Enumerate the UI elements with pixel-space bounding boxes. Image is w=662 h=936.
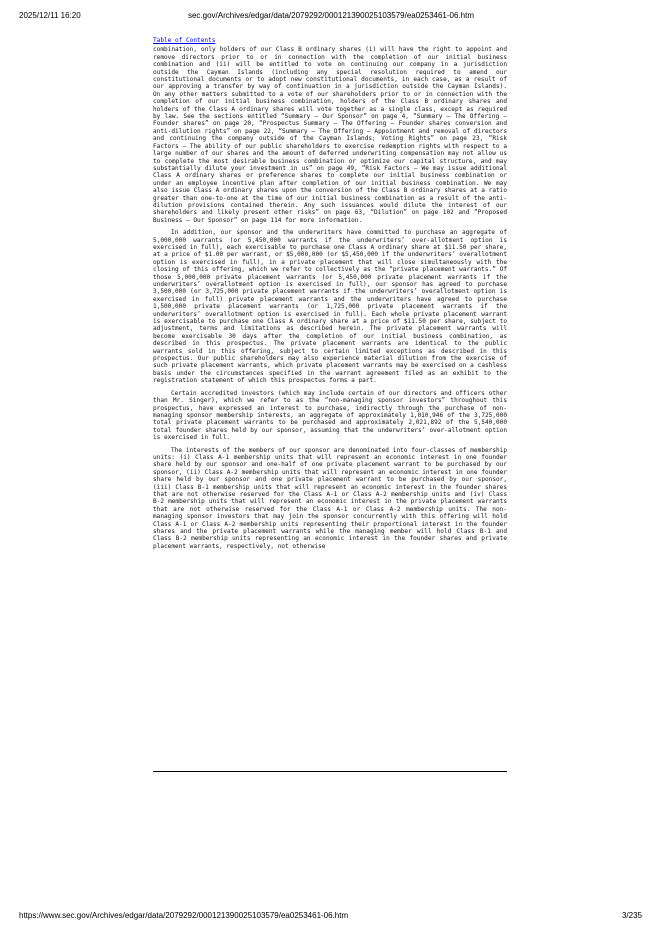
paragraph-private-placement-warrants: In addition, our sponsor and the underwriters have committed to purchase an aggregate of 5,000,000 warrants (or 5,450,000 warrants if the underwriters’ over-allotment option is exercised in full), each exercisable to purchase one Class A ordinary share at $11.50 per share, at a price of $1.00 per warrant, or $5,000,000 (or $5,450,000 if the underwriters’ overallotment option is exercised in full), in a private placement that will close simultaneously with the closing of this offering, which we refer to collectively as the “private placement warrants.” Of those 5,000,000 private placement warrants (or 5,450,000 private placement warrants if the underwriters’ overallotment option is exercised in full), our sponsor has agreed to purchase 3,500,000 (or 3,725,000 private placement warrants if the underwriters’ overallotment option is exercised in full) private placement warrants and the underwriters have agreed to purchase 1,500,000 private placement warrants (or 1,725,000 private placement warrants if the underwriters’ overallotment option is exercised in full). Each whole private placement warrant is exercisable to purchase one Class A ordinary share at a price of $11.50 per share, subject to adjustment, terms and limitations as described herein. The private placement warrants will become exercisable 30 days after the completion of our initial business combination, as described in this prospectus. The private placement warrants are identical to the public warrants sold in this offering, subject to certain limited exceptions as described in this prospectus. Our public shareholders may also experience material dilution from the exercise of such private placement warrants, which private placement warrants may be exercised on a cashless basis under the circumstances specified in the warrant agreement filed as an exhibit to the registration statement of which this prospectus forms a part. <box>153 229 507 385</box>
print-datetime: 2025/12/11 16:20 <box>19 11 81 20</box>
page-break-rule <box>153 771 507 772</box>
paragraph-class-b-voting: combination, only holders of our Class B ordinary shares (i) will have the right to appoint and remove directors prior to or in connection with the completion of our initial business combination and (ii) will be entitled to vote on continuing our company in a jurisdiction outside the Cayman Islands (including any special resolution required to amend our constitutional documents or to adopt new constitutional documents, in each case, as a result of our approving a transfer by way of continuation in a jurisdiction outside the Cayman Islands). On any other matters submitted to a vote of our shareholders prior to or in connection with the completion of our initial business combination, holders of the Class B ordinary shares and holders of the Class A ordinary shares will vote together as a single class, except as required by law. See the sections entitled “Summary — Our Sponsor” on page 4, “Summary — The Offering — Founder shares” on page 20, “Prospectus Summary — The Offering — Founder shares conversion and anti-dilution rights” on page 22, “Summary — The Offering — Appointment and removal of directors and continuing the company outside of the Cayman Islands; Voting Rights” on page 23, “Risk Factors — The ability of our public shareholders to exercise redemption rights with respect to a large number of our shares and the amount of deferred underwriting compensation may not allow us to complete the most desirable business combination or optimize our capital structure, and may substantially dilute your investment in us” on page 49, “Risk Factors — We may issue additional Class A ordinary shares or preference shares to complete our initial business combination or under an employee incentive plan after completion of our initial business combination. We may also issue Class A ordinary shares upon the conversion of the Class B ordinary shares at a ratio greater than one-to-one at the time of our initial business combination as a result of the anti-dilution provisions contained therein. Any such issuances would dilute the interest of our shareholders and likely present other risks” on page 63, “Dilution” on page 102 and “Proposed Business — Our Sponsor” on page 114 for more information. <box>153 46 507 224</box>
table-of-contents-link[interactable]: Table of Contents <box>153 37 216 44</box>
document-body <box>153 37 507 555</box>
paragraph-non-managing-sponsor-investors: Certain accredited investors (which may include certain of our directors and officers other than Mr. Singer), which we refer to as the “non-managing sponsor investors” throughout this prospectus, have expressed an interest to purchase, indirectly through the purchase of non-managing sponsor membership interests, an aggregate of approximately 1,010,946 of the 3,725,000 total private placement warrants to be purchased and approximately 2,021,892 of the 5,540,000 total founder shares held by our sponsor, assuming that the underwriters’ over-allotment option is exercised in full. <box>153 389 507 442</box>
print-page-number: 3/235 <box>621 911 642 920</box>
print-doc-path: sec.gov/Archives/edgar/data/2079292/000121390025103579/ea0253461-06.htm <box>187 11 474 20</box>
paragraph-membership-units: The interests of the members of our sponsor are denominated into four-classes of membership units: (i) Class A-1 membership units that will represent an economic interest in one founder share held by our sponsor and one-half of one private placement warrant to be purchased by our sponsor, (ii) Class A-2 membership units that will represent an economic interest in one founder share held by our sponsor and one private placement warrant to be purchased by our sponsor, (iii) Class B-1 membership units that will represent an economic interest in the founder shares that are not otherwise reserved for the Class A-1 or Class A-2 membership units and (iv) Class B-2 membership units that will represent an economic interest in the private placement warrants that are not otherwise reserved for the Class A-1 or Class A-2 membership units. The non-managing sponsor investors that may join the sponsor concurrently with this offering will hold Class A-1 or Class A-2 membership units representing their proportional interest in the founder shares and the private placement warrants while the managing member will hold Class B-1 and Class B-2 membership units representing an economic interest in the founder shares and private placement warrants, respectively, not otherwise <box>153 446 507 550</box>
print-footer-url: https://www.sec.gov/Archives/edgar/data/2079292/000121390025103579/ea0253461-06.htm <box>19 911 349 920</box>
